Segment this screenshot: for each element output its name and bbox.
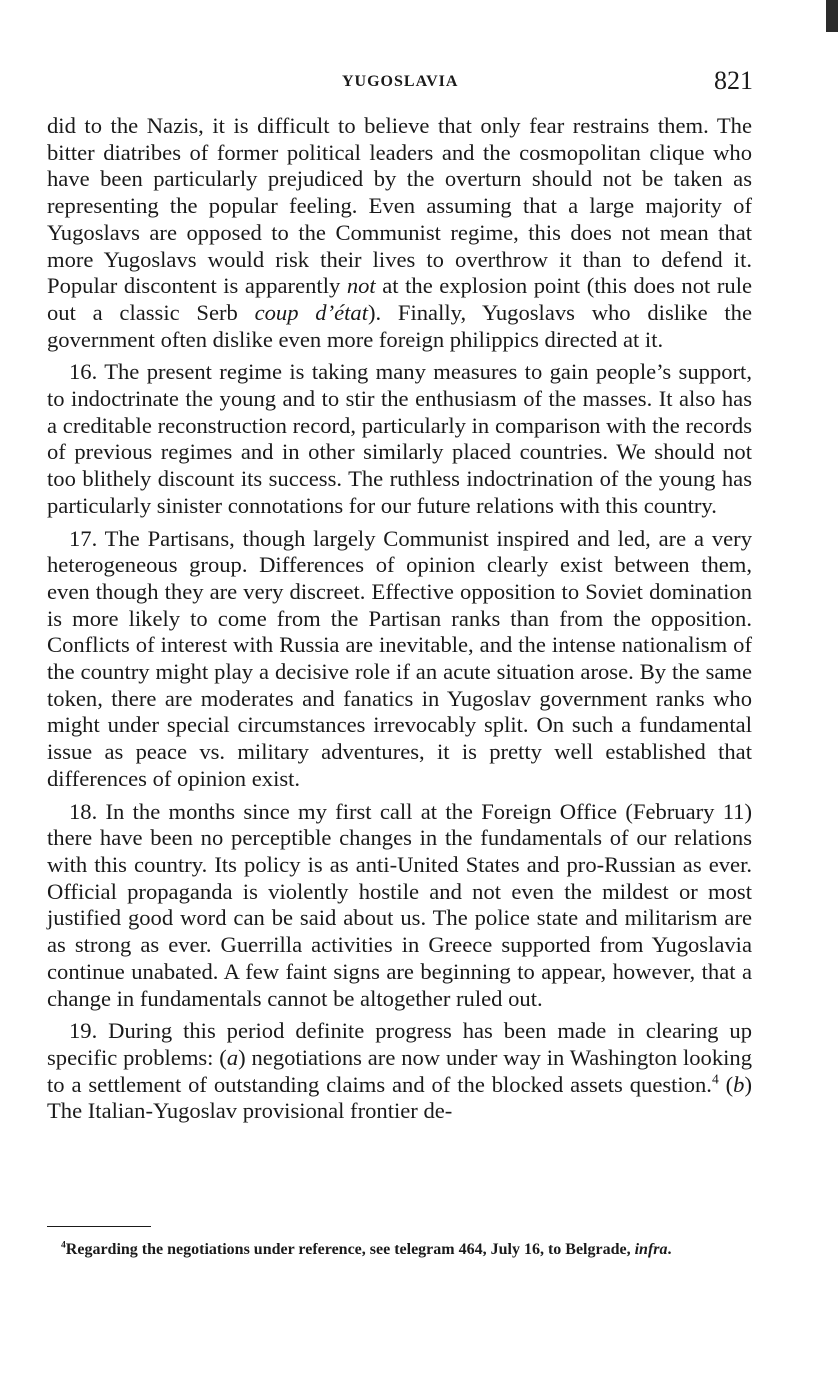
- italic-run: b: [733, 1071, 745, 1097]
- text-run: did to the Nazis, it is difficult to believe that only fear restrains them. The bitter diatribes of former political leaders and the cosmopolitan clique who have been particularly prejudiced by the overturn should not be taken as representing the popular feeling. Even assuming that a large majority of Yugoslavs are opposed to the Communist regime, this does not mean that more Yugoslavs would risk their lives to overthrow it than to defend it. Popular discontent is apparently: [47, 113, 752, 299]
- text-run: at the explosion point (this does not rule out a classic Serb: [47, 273, 752, 325]
- footnote-rule: [47, 1226, 151, 1227]
- paragraph-18: 18. In the months since my first call at the Foreign Office (February 11) there have been no perceptible changes in the fundamentals of our relations with this country. Its policy is as anti-United States and pro-Russian as ever. Official propaganda is violently hostile and not even the mildest or most justified good word can be said about us. The police state and militarism are as strong as ever. Guerrilla activities in Greece supported from Yugoslavia continue unabated. A few faint signs are beginning to appear, however, that a change in fundamentals cannot be altogether ruled out.: [47, 798, 752, 1011]
- text-run: 19. During this period definite progress has been made in clearing up specific problems: (: [47, 1018, 752, 1070]
- footnote-italic: infra: [634, 1241, 668, 1258]
- italic-run: not: [346, 273, 376, 299]
- footnote-marker: 4: [61, 1239, 66, 1251]
- text-run: ) negotiations are now under way in Washington looking to a settlement of outstanding claims and of the blocked assets question.: [47, 1044, 752, 1097]
- footnote-end: .: [667, 1241, 672, 1258]
- running-head: YUGOSLAVIA: [342, 73, 459, 90]
- text-run: (: [718, 1071, 734, 1097]
- italic-run: a: [226, 1044, 239, 1070]
- paragraph-16: 16. The present regime is taking many measures to gain people’s support, to indoctrinate the young and to stir the enthusiasm of the masses. It also has a creditable reconstruction record, particularly in comparison with the records of previous regimes and in other similarly placed countries. We should not too blithely discount its success. The ruthless indoctrination of the young has particularly sinister connotations for our future relations with this country.: [47, 359, 752, 518]
- footnote-reference: 4: [711, 1071, 719, 1087]
- paragraph-17: 17. The Partisans, though largely Communist inspired and led, are a very heterogeneous group. Differences of opinion clearly exist between them, even though they are very discreet. Effective opposition to Soviet domination is more likely to come from the Partisan ranks than from the opposition. Conflicts of interest with Russia are inevitable, and the intense nationalism of the country might play a decisive role if an acute situation arose. By the same token, there are moderates and fanatics in Yugoslav government ranks who might under special circumstances irrevocably split. On such a fundamental issue as peace vs. military adventures, it is pretty well established that differences of opinion exist.: [47, 525, 752, 791]
- footnote: [47, 1240, 752, 1259]
- body-text: [47, 113, 752, 1131]
- paragraph-19: [47, 1018, 752, 1125]
- page-edge-mark: [826, 0, 838, 32]
- footnote-text: Regarding the negotiations under reference, see telegram 464, July 16, to Belgrade,: [65, 1241, 635, 1258]
- paragraph-continuation: [47, 113, 752, 353]
- page-number: 821: [714, 66, 753, 95]
- text-run: ) The Italian-Yugoslav provisional frontier de-: [47, 1071, 752, 1124]
- italic-run: coup d’état: [254, 299, 368, 325]
- text-run: ). Finally, Yugoslavs who dislike the government often dislike even more foreign philippics directed at it.: [47, 299, 752, 352]
